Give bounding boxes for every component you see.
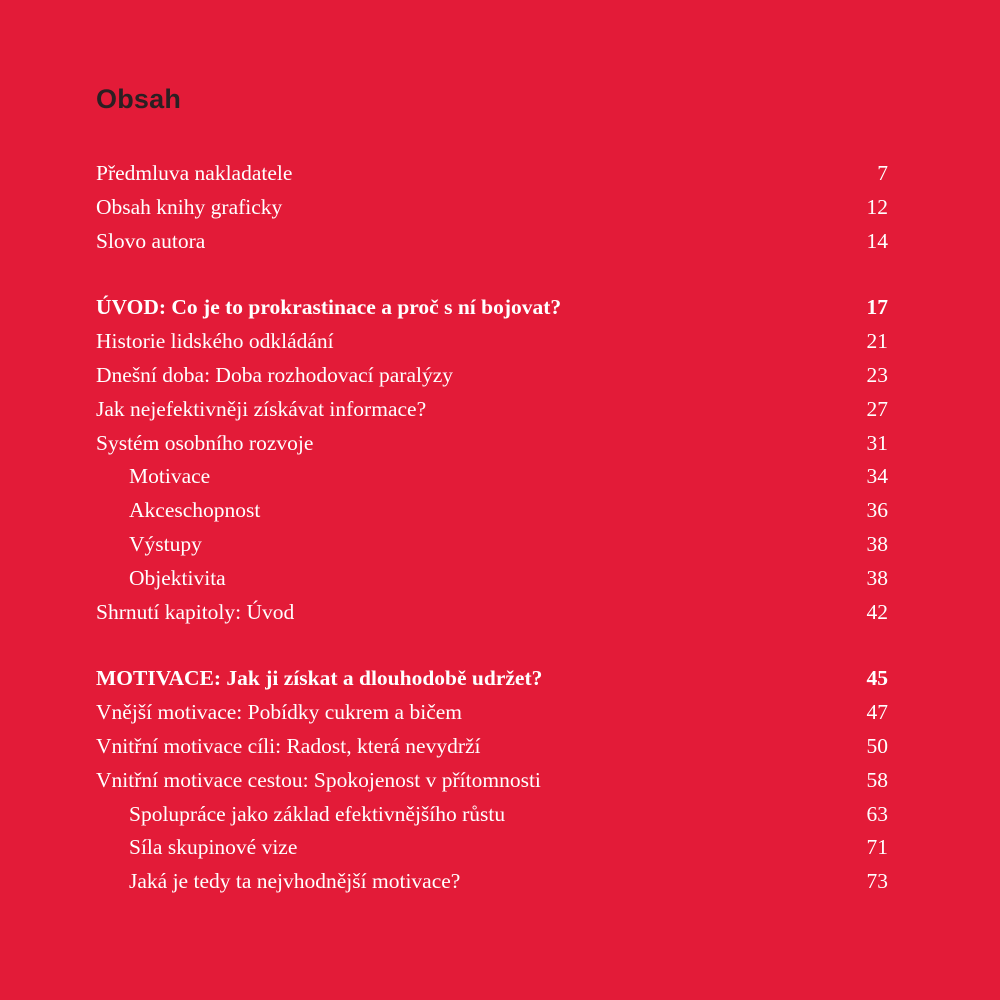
- toc-entry-title: Vnitřní motivace cíli: Radost, která nevydrží: [96, 733, 481, 758]
- toc-subentry: [96, 798, 888, 832]
- toc-chapter-title: ÚVOD: Co je to prokrastinace a proč s ní bojovat?: [96, 295, 562, 320]
- toc-subentry: [96, 460, 888, 494]
- toc-subentry-title: Akceschopnost: [129, 498, 261, 523]
- toc-subentry: [96, 494, 888, 528]
- toc-entry-page: 47: [866, 700, 888, 725]
- toc-entry-page: 23: [866, 362, 888, 387]
- toc-subentry-page: 73: [866, 869, 888, 894]
- toc-heading: Obsah: [96, 84, 182, 114]
- toc-entry: [96, 696, 888, 730]
- toc-entry-title: Jak nejefektivněji získávat informace?: [96, 396, 427, 421]
- toc-entry: [96, 191, 888, 225]
- toc-entry-page: 50: [866, 733, 888, 758]
- toc-entry: [96, 359, 888, 393]
- toc-subentry: [96, 831, 888, 865]
- toc-entry-title: Historie lidského odkládání: [96, 329, 334, 354]
- toc-entry-title: Vnitřní motivace cestou: Spokojenost v přítomnosti: [96, 767, 541, 792]
- toc-subentry-page: 71: [866, 835, 888, 860]
- toc-chapter-title: MOTIVACE: Jak ji získat a dlouhodobě udržet?: [96, 666, 543, 691]
- toc-entry: [96, 730, 888, 764]
- toc-entry: [96, 325, 888, 359]
- toc-entry-page: 21: [866, 329, 888, 354]
- toc-entry: [96, 225, 888, 259]
- toc-entry-page: 12: [866, 194, 888, 219]
- toc-entry-title: Dnešní doba: Doba rozhodovací paralýzy: [96, 362, 454, 387]
- toc-entry-page: 7: [877, 161, 888, 185]
- toc-subentry: [96, 562, 888, 596]
- toc-subentry-page: 34: [866, 464, 888, 489]
- toc-subentry-title: Síla skupinové vize: [129, 835, 298, 860]
- toc-entry-page: 42: [866, 599, 888, 624]
- toc-entry-title: Obsah knihy graficky: [96, 194, 283, 219]
- toc-entry-title: Systém osobního rozvoje: [96, 430, 314, 455]
- toc-entry-page: 31: [866, 430, 888, 455]
- toc-subentry-page: 36: [866, 498, 888, 523]
- toc-entry-title: Slovo autora: [96, 228, 206, 253]
- toc-subentry-page: 63: [866, 801, 888, 826]
- toc-subentry-title: Spolupráce jako základ efektivnějšího růstu: [129, 801, 506, 826]
- toc-entry-title: Vnější motivace: Pobídky cukrem a bičem: [96, 700, 463, 725]
- toc-entry-page: 58: [866, 767, 888, 792]
- toc-entry-title: Předmluva nakladatele: [96, 161, 293, 185]
- toc-subentry-title: Výstupy: [129, 531, 202, 556]
- toc-entry-title: Shrnutí kapitoly: Úvod: [96, 599, 295, 624]
- toc-subentry-title: Objektivita: [129, 565, 226, 590]
- toc-chapter-page: 17: [866, 295, 888, 320]
- toc-list: [96, 157, 888, 899]
- toc-entry: [96, 596, 888, 630]
- toc-subentry: [96, 528, 888, 562]
- toc-entry: [96, 393, 888, 427]
- toc-subentry-page: 38: [866, 531, 888, 556]
- toc-chapter-page: 45: [866, 666, 888, 691]
- toc-subentry: [96, 865, 888, 899]
- toc-entry: [96, 427, 888, 461]
- toc-chapter-entry: [96, 291, 888, 325]
- toc-entry: [96, 157, 888, 191]
- toc-subentry-page: 38: [866, 565, 888, 590]
- toc-entry-page: 27: [866, 396, 888, 421]
- toc-subentry-title: Jaká je tedy ta nejvhodnější motivace?: [129, 869, 461, 894]
- toc-entry-page: 14: [866, 228, 888, 253]
- toc-subentry-title: Motivace: [129, 464, 211, 489]
- toc-chapter-entry: [96, 662, 888, 696]
- toc-entry: [96, 764, 888, 798]
